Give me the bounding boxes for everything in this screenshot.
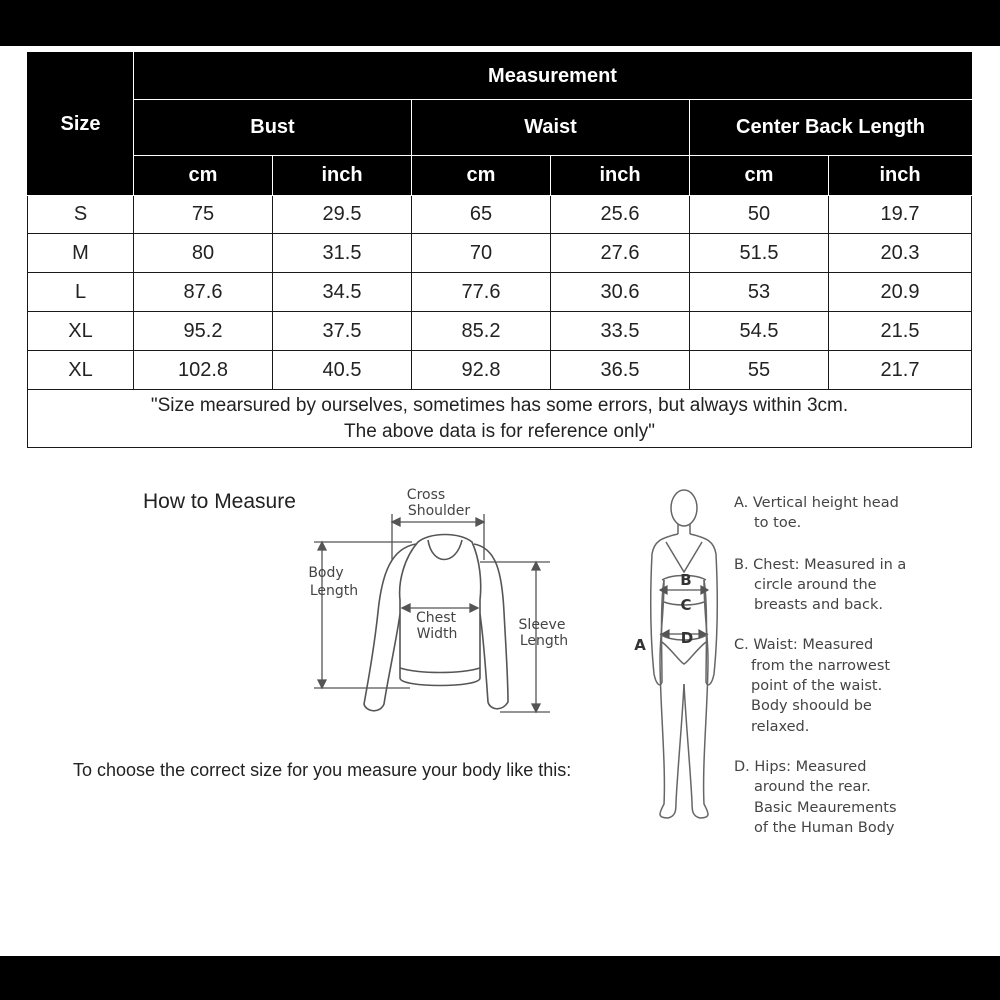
header-row-measurement — [28, 53, 972, 100]
unit-header: cm — [134, 156, 273, 196]
value-cell: 21.5 — [829, 312, 972, 351]
value-cell: 33.5 — [551, 312, 690, 351]
value-cell: 80 — [134, 234, 273, 273]
value-cell: 102.8 — [134, 351, 273, 390]
measurement-header: Measurement — [134, 53, 972, 100]
size-cell: S — [28, 196, 134, 234]
value-cell: 50 — [690, 196, 829, 234]
body-length-label: Body — [308, 565, 344, 581]
table-row — [28, 312, 972, 351]
sweater-measurement-diagram — [300, 482, 569, 722]
size-cell: L — [28, 273, 134, 312]
value-cell: 70 — [412, 234, 551, 273]
body-length-label: Length — [309, 583, 359, 599]
definition-line: Body shoould be — [751, 698, 872, 715]
note-line: The above data is for reference only" — [344, 420, 655, 442]
group-header-waist: Waist — [412, 100, 690, 156]
definition-line: circle around the — [754, 576, 877, 593]
definition-line: relaxed. — [751, 718, 810, 735]
table-row — [28, 234, 972, 273]
header-row-units — [28, 156, 972, 196]
value-cell: 20.3 — [829, 234, 972, 273]
definition-d — [734, 757, 984, 838]
value-cell: 29.5 — [273, 196, 412, 234]
value-cell: 25.6 — [551, 196, 690, 234]
table-row — [28, 351, 972, 390]
definition-line: point of the waist. — [751, 678, 883, 695]
value-cell: 54.5 — [690, 312, 829, 351]
human-body-diagram — [620, 484, 730, 824]
definition-line: to toe. — [754, 515, 802, 532]
choose-size-instruction: To choose the correct size for you measure your body like this: — [73, 760, 572, 780]
marker-b: B — [680, 571, 692, 589]
value-cell: 31.5 — [273, 234, 412, 273]
value-cell: 51.5 — [690, 234, 829, 273]
value-cell: 75 — [134, 196, 273, 234]
sleeve-length-label: Sleeve — [518, 617, 566, 633]
value-cell: 21.7 — [829, 351, 972, 390]
table-row — [28, 196, 972, 234]
definition-c — [734, 635, 984, 736]
sweater-left-sleeve-icon — [364, 544, 416, 711]
value-cell: 85.2 — [412, 312, 551, 351]
unit-header: cm — [412, 156, 551, 196]
reference-note — [28, 390, 972, 448]
value-cell: 95.2 — [134, 312, 273, 351]
bottom-black-bar — [0, 956, 1000, 1000]
chest-width-label: Chest — [415, 610, 457, 626]
header-row-groups — [28, 100, 972, 156]
marker-a: A — [634, 636, 646, 654]
value-cell: 40.5 — [273, 351, 412, 390]
definition-line: Basic Meaurements — [754, 799, 897, 816]
note-line: "Size mearsured by ourselves, sometimes has some errors, but always within 3cm. — [150, 394, 849, 416]
cross-shoulder-label: Shoulder — [407, 503, 471, 519]
unit-header: inch — [551, 156, 690, 196]
value-cell: 65 — [412, 196, 551, 234]
group-header-center-back-length: Center Back Length — [690, 100, 972, 156]
note-row — [28, 390, 972, 448]
value-cell: 30.6 — [551, 273, 690, 312]
value-cell: 20.9 — [829, 273, 972, 312]
definition-line: around the rear. — [754, 779, 871, 796]
unit-header: inch — [273, 156, 412, 196]
value-cell: 36.5 — [551, 351, 690, 390]
value-cell: 37.5 — [273, 312, 412, 351]
size-chart-table — [27, 52, 972, 448]
definition-line: from the narrowest — [751, 657, 891, 674]
size-cell: XL — [28, 312, 134, 351]
measurement-definitions — [734, 493, 984, 838]
value-cell: 87.6 — [134, 273, 273, 312]
definition-line: of the Human Body — [754, 819, 895, 836]
definition-b — [734, 555, 984, 616]
cross-shoulder-label: Cross — [406, 487, 446, 503]
size-cell: XL — [28, 351, 134, 390]
unit-header: cm — [690, 156, 829, 196]
definition-line: B. Chest: Measured in a — [734, 556, 907, 573]
marker-c: C — [680, 596, 692, 614]
sweater-neck-icon — [428, 540, 462, 560]
value-cell: 92.8 — [412, 351, 551, 390]
definition-line: C. Waist: Measured — [734, 637, 874, 654]
table-row — [28, 273, 972, 312]
value-cell: 55 — [690, 351, 829, 390]
value-cell: 27.6 — [551, 234, 690, 273]
top-black-bar — [0, 0, 1000, 46]
definition-a — [734, 493, 984, 534]
marker-d: D — [680, 629, 694, 647]
definition-line: D. Hips: Measured — [734, 758, 867, 775]
size-header: Size — [28, 53, 134, 196]
size-cell: M — [28, 234, 134, 273]
value-cell: 34.5 — [273, 273, 412, 312]
group-header-bust: Bust — [134, 100, 412, 156]
definition-line: breasts and back. — [754, 597, 884, 614]
value-cell: 53 — [690, 273, 829, 312]
chest-width-label: Width — [416, 626, 458, 642]
sleeve-length-label: Length — [519, 633, 569, 649]
definition-line: A. Vertical height head — [734, 495, 899, 511]
unit-header: inch — [829, 156, 972, 196]
value-cell: 19.7 — [829, 196, 972, 234]
how-to-measure-title: How to Measure — [143, 490, 296, 513]
human-body-icon — [651, 490, 718, 818]
value-cell: 77.6 — [412, 273, 551, 312]
